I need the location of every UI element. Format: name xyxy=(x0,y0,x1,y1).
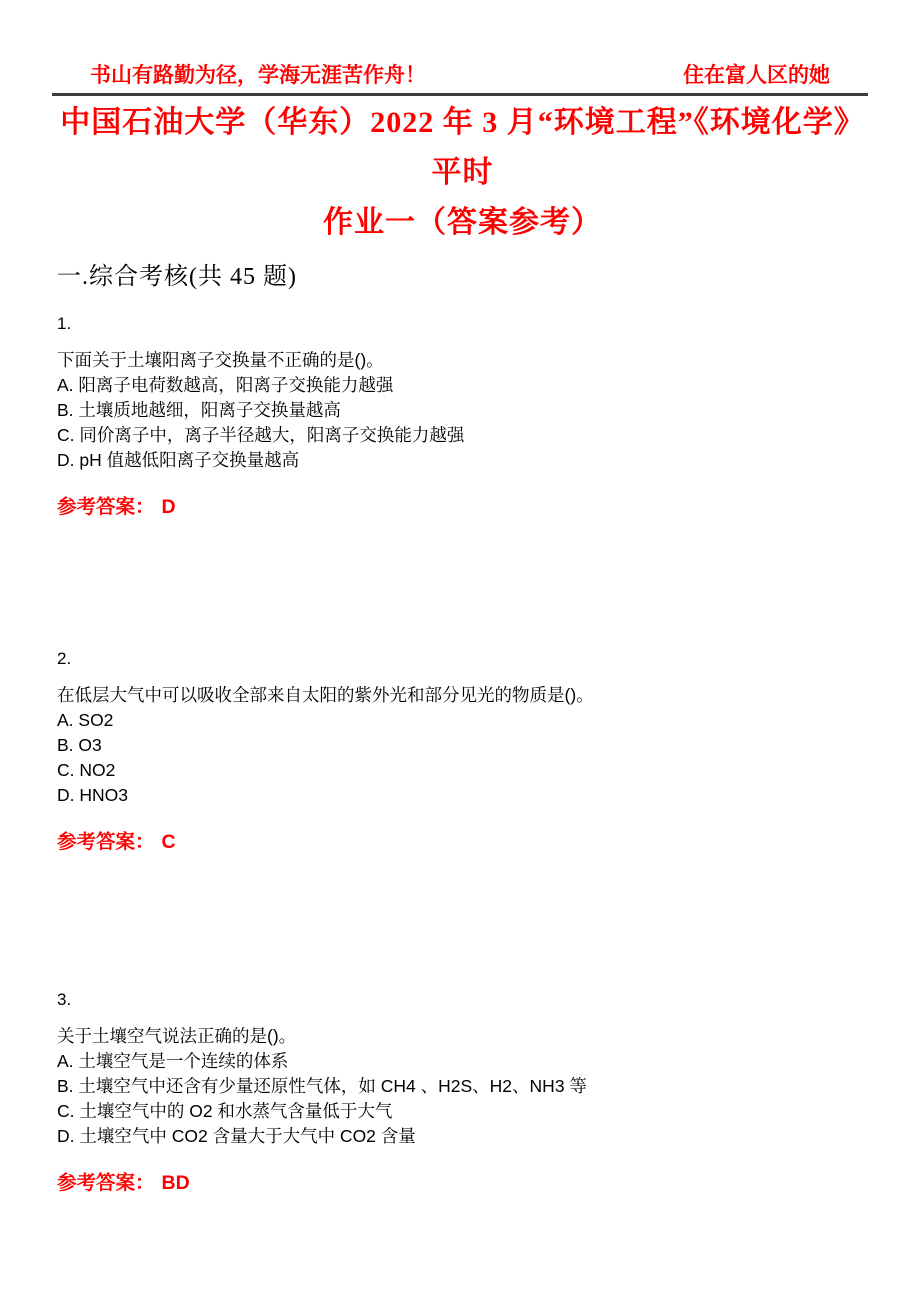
answer-line xyxy=(57,1171,868,1195)
question-block-2 xyxy=(57,649,868,854)
option-item-a: A. SO2 xyxy=(57,710,114,730)
option-item-b: B. 土壤质地越细，阳离子交换量越高 xyxy=(57,400,341,420)
option-item-d: D. pH 值越低阳离子交换量越高 xyxy=(57,450,300,470)
document-title xyxy=(57,98,868,248)
answer-value: C xyxy=(161,831,176,853)
answer-label: 参考答案： xyxy=(57,1172,155,1194)
document-title-line1: 中国石油大学（华东）2022 年 3 月“环境工程”《环境化学》平时 xyxy=(60,106,865,189)
question-stem: 下面关于土壤阳离子交换量不正确的是()。 xyxy=(57,350,384,370)
option-item-a: A. 阳离子电荷数越高，阳离子交换能力越强 xyxy=(57,375,394,395)
answer-line xyxy=(57,495,868,519)
header-motto: 书山有路勤为径，学海无涯苦作舟！ xyxy=(90,63,426,87)
header-divider-rule xyxy=(52,93,868,96)
document-title-line2: 作业一（答案参考） xyxy=(323,206,602,239)
question-stem: 在低层大气中可以吸收全部来自太阳的紫外光和部分见光的物质是()。 xyxy=(57,685,594,705)
question-number: 1. xyxy=(57,314,72,333)
option-item-b: B. 土壤空气中还含有少量还原性气体，如 CH4 、H2S、H2、NH3 等 xyxy=(57,1076,587,1096)
option-item-c: C. 同价离子中，离子半径越大，阳离子交换能力越强 xyxy=(57,425,465,445)
question-number: 3. xyxy=(57,990,72,1009)
question-body xyxy=(57,683,868,808)
answer-value: D xyxy=(161,496,176,518)
question-body xyxy=(57,1024,868,1149)
answer-label: 参考答案： xyxy=(57,496,155,518)
header-author: 住在富人区的她 xyxy=(683,63,830,87)
question-stem: 关于土壤空气说法正确的是()。 xyxy=(57,1026,297,1046)
option-item-d: D. HNO3 xyxy=(57,785,128,805)
page-header xyxy=(57,62,868,88)
option-item-c: C. 土壤空气中的 O2 和水蒸气含量低于大气 xyxy=(57,1101,393,1121)
option-item-d: D. 土壤空气中 CO2 含量大于大气中 CO2 含量 xyxy=(57,1126,416,1146)
option-item-a: A. 土壤空气是一个连续的体系 xyxy=(57,1051,289,1071)
question-number: 2. xyxy=(57,649,72,668)
question-body xyxy=(57,348,868,473)
answer-line xyxy=(57,830,868,854)
answer-label: 参考答案： xyxy=(57,831,155,853)
answer-value: BD xyxy=(161,1172,190,1194)
question-block-1 xyxy=(57,314,868,519)
option-item-b: B. O3 xyxy=(57,735,102,755)
section-heading: 一.综合考核(共 45 题) xyxy=(57,264,297,290)
option-item-c: C. NO2 xyxy=(57,760,116,780)
question-block-3 xyxy=(57,990,868,1195)
